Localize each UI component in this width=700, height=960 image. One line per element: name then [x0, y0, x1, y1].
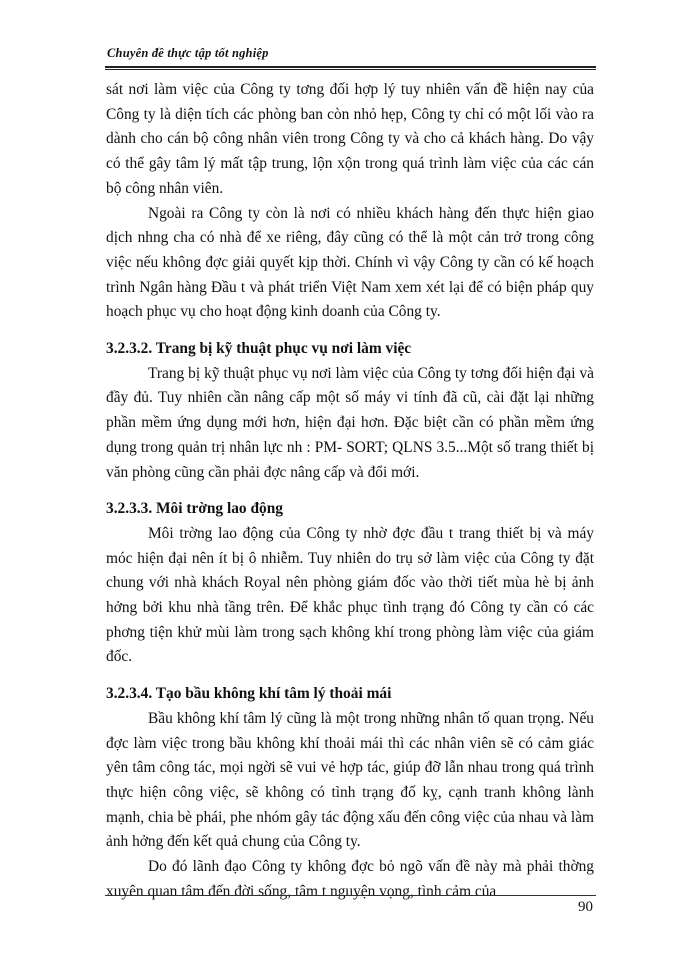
paragraph-parking: Ngoài ra Công ty còn là nơi có nhiều khách hàng đến thực hiện giao dịch nhng cha có nhà để xe riêng, đây cũng có thể là một cản trở trong công việc nếu không đợc giải quyết kịp thời. Chính vì vậy Công ty cần có kế hoạch trình Ngân hàng Đầu t và phát triển Việt Nam xem xét lại để có biện pháp quy hoạch phục vụ cho hoạt động kinh doanh của Công ty. — [106, 204, 594, 321]
footer-divider — [105, 895, 596, 896]
paragraph-atmosphere: Bầu không khí tâm lý cũng là một trong những nhân tố quan trọng. Nếu đợc làm việc trong bầu không khí thoải mái thì các nhân viên sẽ có cảm giác yên tâm công tác, mọi ngời sẽ vui vẻ hợp tác, giúp đỡ lẫn nhau trong quá trình thực hiện công việc, sẽ không có tình trạng đố kỵ, cạnh tranh không lành mạnh, chia bè phái, phe nhóm gây tác động xấu đến công việc của nhau và làm ảnh hởng đến kết quả chung của Công ty. — [106, 709, 594, 851]
page-header-title: Chuyên đề thực tập tốt nghiệp — [107, 46, 269, 60]
paragraph-equipment: Trang bị kỹ thuật phục vụ nơi làm việc của Công ty tơng đối hiện đại và đầy đủ. Tuy nhiên cần nâng cấp một số máy vi tính đã cũ, cài đặt lại những phần mềm ứng dụng mới hơn, hiện đại hơn. Đặc biệt cần có phần mềm ứng dụng trong quản trị nhân lực nh : PM- SORT; QLNS 3.5...Một số trang thiết bị văn phòng cũng cần phải đợc nâng cấp và đổi mới. — [106, 364, 594, 481]
header-divider — [105, 66, 596, 70]
paragraph-environment: Môi trờng lao động của Công ty nhờ đợc đầu t trang thiết bị và máy móc hiện đại nên ít bị ô nhiễm. Tuy nhiên do trụ sở làm việc của Công ty đặt chung với nhà khách Royal nên phòng giám đốc vào thời tiết mùa hè bị ảnh hởng bởi khu nhà tầng trên. Để khắc phục tình trạng đó Công ty cần có các phơng tiện khử mùi làm trong sạch không khí trong phòng làm việc của giám đốc. — [106, 524, 594, 666]
section-heading-atmosphere: 3.2.3.4. Tạo bầu không khí tâm lý thoải mái — [106, 685, 392, 703]
paragraph-leadership: Do đó lãnh đạo Công ty không đợc bỏ ngõ vấn đề này mà phải thờng xuyên quan tâm đến đời sống, tâm t nguyện vọng, tình cảm của — [106, 858, 594, 900]
page-number: 90 — [578, 899, 593, 915]
section-heading-environment: 3.2.3.3. Môi trờng lao động — [106, 500, 283, 518]
section-heading-equipment: 3.2.3.2. Trang bị kỹ thuật phục vụ nơi làm việc — [106, 340, 412, 358]
document-body — [106, 78, 594, 905]
paragraph-workplace-layout: sát nơi làm việc của Công ty tơng đối hợp lý tuy nhiên vấn đề hiện nay của Công ty là diện tích các phòng ban còn nhỏ hẹp, Công ty chỉ có một lối vào ra dành cho cán bộ công nhân viên trong Công ty và cho cả khách hàng. Do vậy có thể gây tâm lý mất tập trung, lộn xộn trong quá trình làm việc của các cán bộ công nhân viên. — [106, 81, 594, 197]
